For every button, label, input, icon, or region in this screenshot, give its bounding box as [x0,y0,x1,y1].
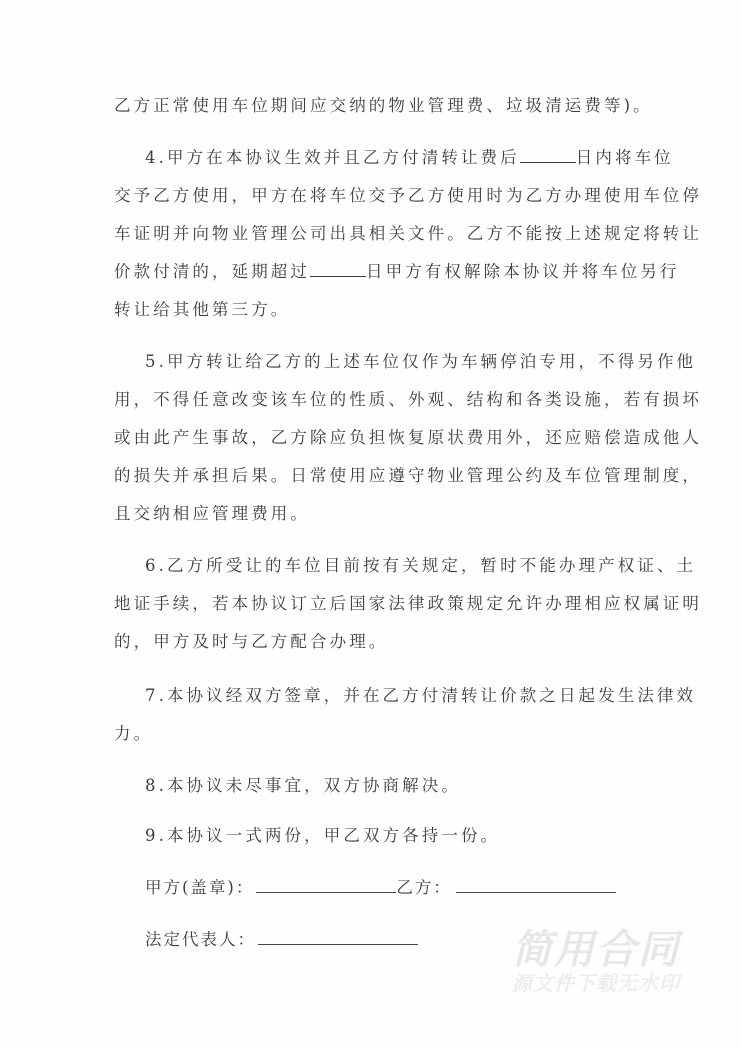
clause-9-line-1: 9.本协议一式两份，甲乙双方各持一份。 [145,826,501,845]
clause-4-line-5: 转让给其他第三方。 [114,300,291,319]
clause-6-line-1: 6.乙方所受让的车位目前按有关规定，暂时不能办理产权证、土 [145,556,697,575]
party-a-signature-field[interactable] [256,878,396,893]
clause-5-line-3: 或由此产生事故，乙方除应负担恢复原状费用外，还应赔偿造成他人 [114,428,702,447]
signature-row-legal-rep [145,930,418,950]
clause-7-line-2: 力。 [114,724,154,743]
clause-number: 4. [145,148,167,167]
continuation-line: 乙方正常使用车位期间应交纳的物业管理费、垃圾清运费等)。 [114,96,653,115]
clause-6-line-3: 的，甲方及时与乙方配合办理。 [114,632,389,651]
signature-row-parties [145,878,616,898]
clause-number: 7. [145,686,167,705]
clause-5-line-2: 用，不得任意改变该车位的性质、外观、结构和各类设施，若有损坏 [114,390,702,409]
clause-6-line-2: 地证手续，若本协议订立后国家法律政策规定允许办理相应权属证明 [114,594,702,613]
clause-5-line-1: 5.甲方转让给乙方的上述车位仅作为车辆停泊专用，不得另作他 [145,352,697,371]
clause-8-line-1: 8.本协议未尽事宜，双方协商解决。 [145,776,461,795]
clause-number: 9. [145,826,167,845]
legal-rep-label: 法定代表人： [145,930,256,949]
clause-5-line-4: 的损失并承担后果。日常使用应遵守物业管理公约及车位管理制度， [114,466,702,485]
clause-5-line-5: 且交纳相应管理费用。 [114,504,310,523]
clause-7-line-1: 7.本协议经双方签章，并在乙方付清转让价款之日起发生法律效 [145,686,697,705]
days-blank-field[interactable] [520,148,576,163]
watermark-subtitle: 源文件下载无水印 [512,971,680,995]
clause-4-line-3: 车证明并向物业管理公司出具相关文件。乙方不能按上述规定将转让 [114,224,702,243]
clause-4-line-4: 价款付清的，延期超过 日甲方有权解除本协议并将车位另行 [114,262,680,281]
watermark-logo-text: 简用合同 [512,927,680,973]
legal-rep-signature-field[interactable] [258,930,418,945]
clause-number: 6. [145,556,167,575]
party-a-label: 甲方(盖章)： [145,878,255,897]
clause-number: 8. [145,776,167,795]
party-b-label: 乙方： [396,878,452,897]
party-b-signature-field[interactable] [456,878,616,893]
delay-days-blank-field[interactable] [310,262,366,277]
clause-number: 5. [145,352,167,371]
clause-4-line-1: 4.甲方在本协议生效并且乙方付清转让费后 日内将车位 [145,148,674,167]
clause-4-line-2: 交予乙方使用，甲方在将车位交予乙方使用时为乙方办理使用车位停 [114,186,702,205]
